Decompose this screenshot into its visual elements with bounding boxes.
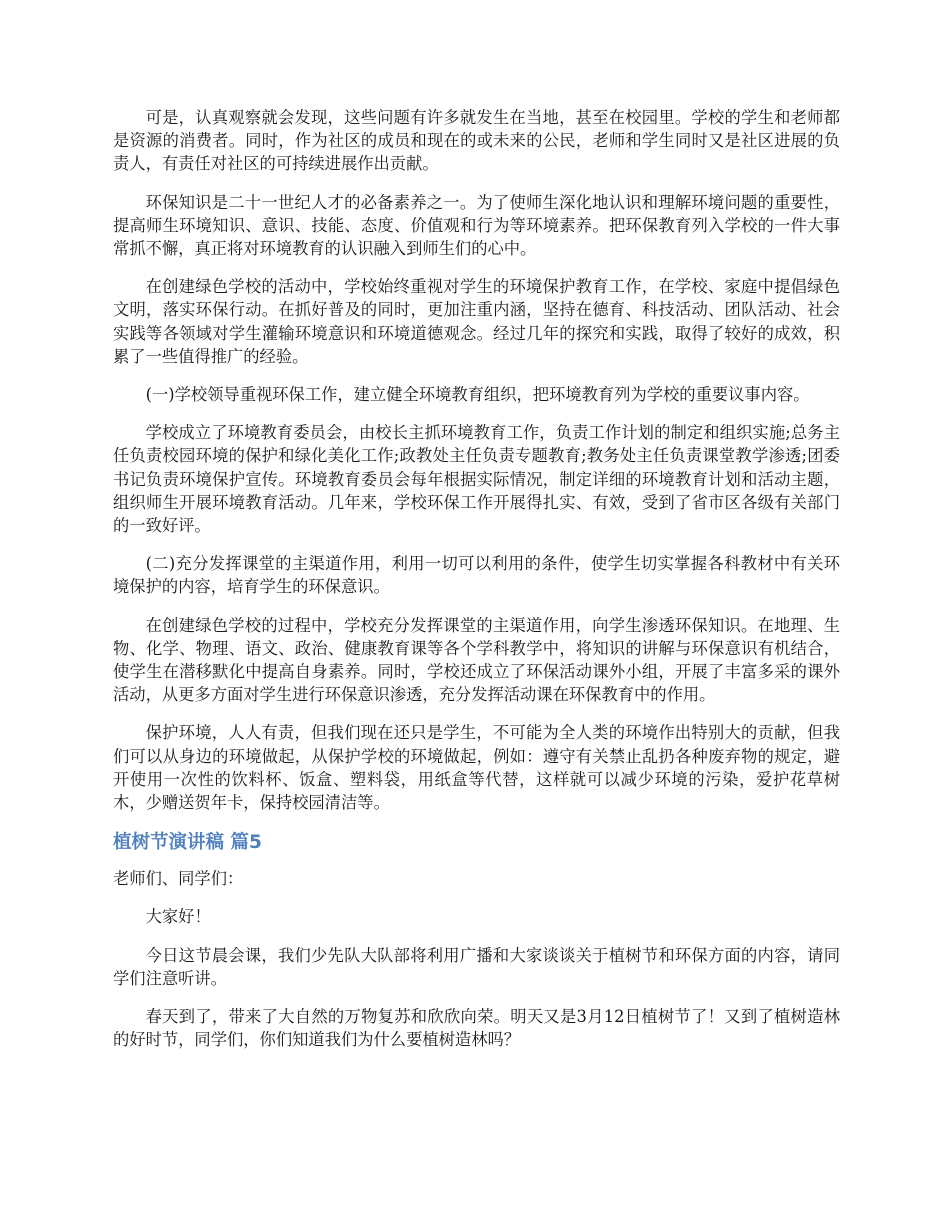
document-body — [113, 106, 840, 1067]
paragraph: 可是，认真观察就会发现，这些问题有许多就发生在当地，甚至在校园里。学校的学生和老师都是资源的消费者。同时，作为社区的成员和现在的或未来的公民，老师和学生同时又是社区进展的负责人，有责任对社区的可持续进展作出贡献。 — [113, 108, 840, 174]
paragraph: 春天到了，带来了大自然的万物复苏和欣欣向荣。明天又是3月12日植树节了！又到了植树造林的好时节，同学们，你们知道我们为什么要植树造林吗？ — [113, 1007, 840, 1050]
paragraph: 在创建绿色学校的活动中，学校始终重视对学生的环境保护教育工作，在学校、家庭中提倡绿色文明，落实环保行动。在抓好普及的同时，更加注重内涵，坚持在德育、科技活动、团队活动、社会实践等各领域对学生灌输环境意识和环境道德观念。经过几年的探究和实践，取得了较好的成效，积累了一些值得推广的经验。 — [113, 277, 840, 366]
paragraph: 保护环境，人人有责，但我们现在还只是学生，不可能为全人类的环境作出特别大的贡献，但我们可以从身边的环境做起，从保护学校的环境做起，例如：遵守有关禁止乱扔各种废弃物的规定，避开使用一次性的饮料杯、饭盒、塑料袋，用纸盒等代替，这样就可以减少环境的污染，爱护花草树木，少赠送贺年卡，保持校园清洁等。 — [113, 723, 840, 813]
paragraph: 环保知识是二十一世纪人才的必备素养之一。为了使师生深化地认识和理解环境问题的重要性，提高师生环境知识、意识、技能、态度、价值观和行为等环境素养。把环保教育列入学校的一件大事常抓不懈，真正将对环境教育的认识融入到师生们的心中。 — [113, 192, 840, 259]
paragraph: (二)充分发挥课堂的主渠道作用，利用一切可以利用的条件，使学生切实掌握各科教材中有关环境保护的内容，培育学生的环保意识。 — [113, 554, 840, 597]
paragraph: (一)学校领导重视环保工作，建立健全环境教育组织，把环境教育列为学校的重要议事内容。 — [145, 385, 810, 405]
salutation: 老师们、同学们： — [113, 869, 244, 889]
paragraph: 学校成立了环境教育委员会，由校长主抓环境教育工作，负责工作计划的制定和组织实施;总务主任负责校园环境的保护和绿化美化工作;政教处主任负责专题教育;教务处主任负责课堂教学渗透;团委书记负责环境保护宣传。环境教育委员会每年根据实际情况，制定详细的环境教育计划和活动主题，组织师生开展环境教育活动。几年来，学校环保工作开展得扎实、有效，受到了省市区各级有关部门的一致好评。 — [113, 423, 840, 536]
section-heading: 植树节演讲稿 篇5 — [113, 832, 262, 854]
paragraph: 今日这节晨会课，我们少先队大队部将利用广播和大家谈谈关于植树节和环保方面的内容，请同学们注意听讲。 — [113, 945, 840, 988]
paragraph: 在创建绿色学校的过程中，学校充分发挥课堂的主渠道作用，向学生渗透环保知识。在地理、生物、化学、物理、语文、政治、健康教育课等各个学科教学中，将知识的讲解与环保意识有机结合，使学生在潜移默化中提高自身素养。同时，学校还成立了环保活动课外小组，开展了丰富多采的课外活动，从更多方面对学生进行环保意识渗透，充分发挥活动课在环保教育中的作用。 — [113, 615, 840, 705]
greeting: 大家好！ — [145, 907, 211, 927]
